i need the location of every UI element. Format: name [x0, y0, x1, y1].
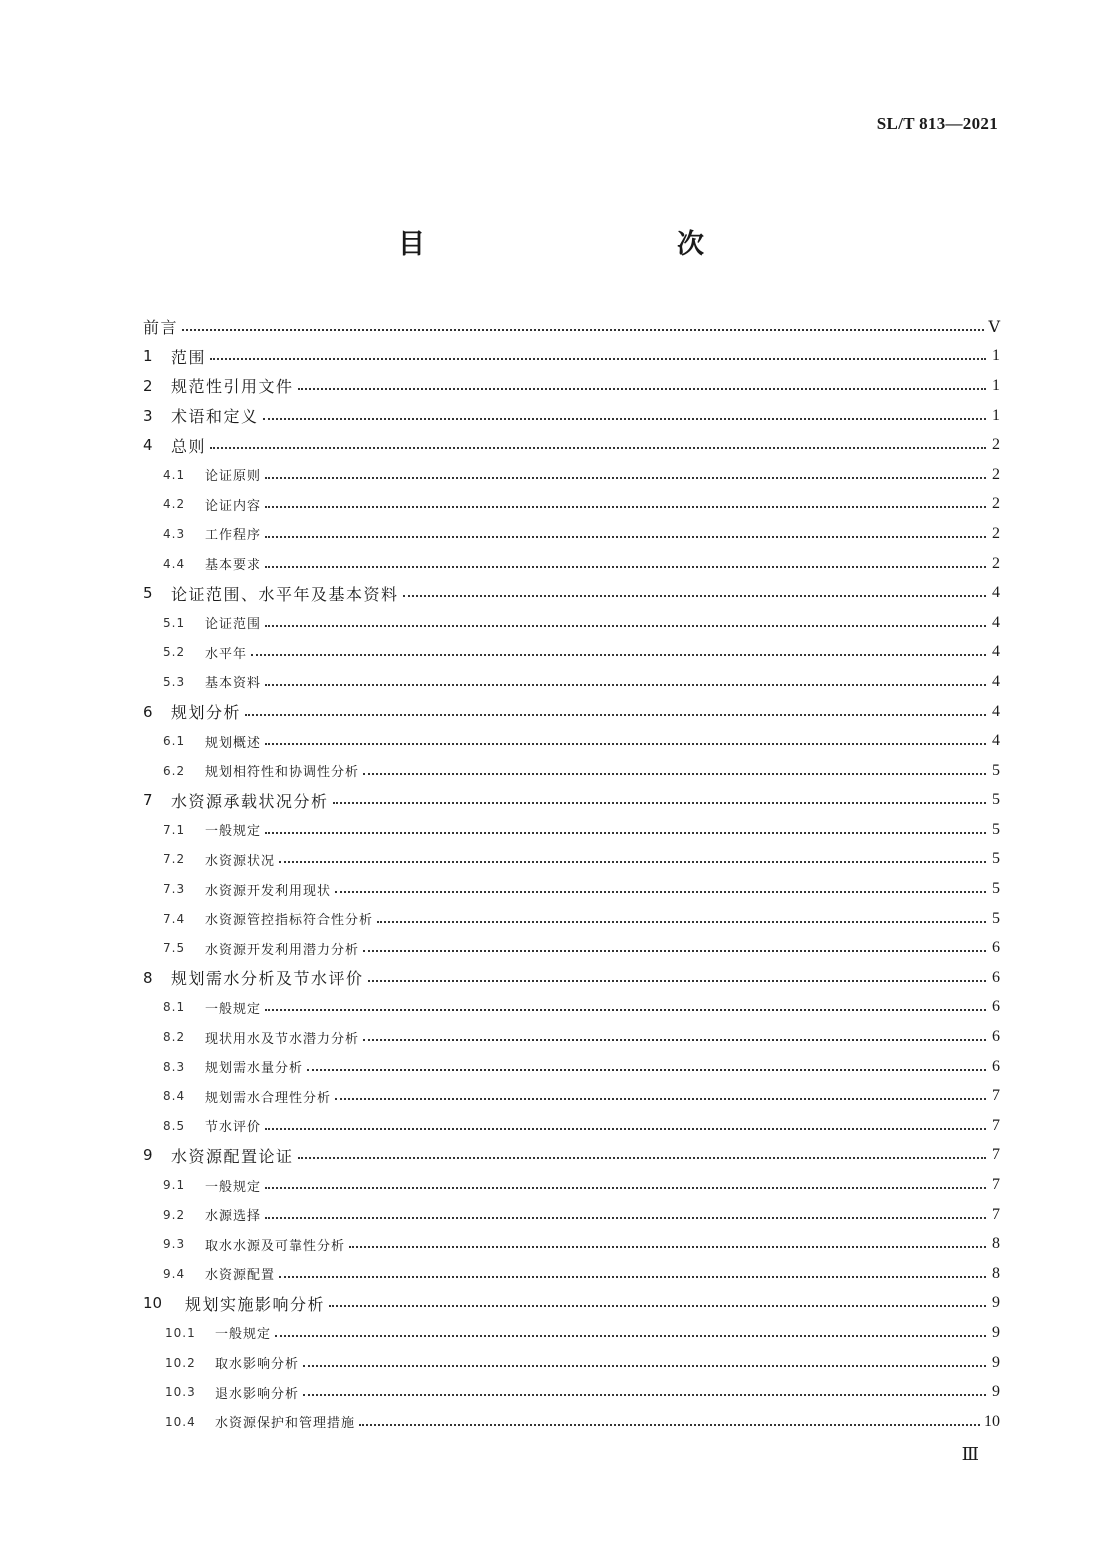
toc-entry[interactable] [143, 1229, 1000, 1259]
toc-entry-page: 5 [992, 820, 1000, 838]
toc-dot-leader [265, 506, 986, 508]
toc-entry-number: 4.3 [163, 526, 186, 541]
toc-entry-label: 一般规定 [205, 824, 262, 840]
toc-entry-page: 4 [992, 584, 1000, 602]
toc-entry[interactable] [143, 726, 1000, 756]
toc-dot-leader [363, 773, 986, 775]
toc-entry-label: 取水水源及可靠性分析 [205, 1238, 346, 1254]
toc-entry-label: 水平年 [205, 646, 248, 662]
toc-dot-leader [265, 684, 986, 686]
toc-dot-leader [303, 1394, 986, 1396]
toc-entry-number: 9.2 [163, 1207, 186, 1222]
toc-entry-label: 现状用水及节水潜力分析 [205, 1031, 360, 1047]
toc-entry-label: 总则 [171, 436, 207, 456]
toc-entry-label: 术语和定义 [171, 407, 259, 427]
toc-entry[interactable] [143, 638, 1000, 668]
toc-entry-page: 4 [992, 672, 1000, 690]
toc-entry-number: 9.4 [163, 1266, 186, 1281]
toc-entry-label: 工作程序 [205, 528, 262, 544]
toc-dot-leader [298, 1157, 986, 1159]
toc-entry[interactable] [143, 312, 1000, 342]
toc-entry[interactable] [143, 756, 1000, 786]
toc-entry-page: 2 [992, 524, 1000, 542]
table-of-contents [143, 312, 1000, 1437]
toc-entry-label: 基本资料 [205, 676, 262, 692]
toc-entry-number: 7.4 [163, 911, 186, 926]
toc-dot-leader [263, 418, 986, 420]
toc-dot-leader [329, 1305, 986, 1307]
toc-entry-number: 9.1 [163, 1178, 186, 1193]
toc-entry-label: 退水影响分析 [215, 1386, 300, 1402]
toc-entry-label: 规划需水合理性分析 [205, 1090, 332, 1106]
toc-entry-label: 节水评价 [205, 1120, 262, 1136]
toc-entry-number: 9 [143, 1146, 153, 1165]
toc-dot-leader [182, 329, 984, 331]
toc-dot-leader [210, 447, 986, 449]
toc-entry[interactable] [143, 1111, 1000, 1141]
toc-entry[interactable] [143, 1170, 1000, 1200]
toc-entry-number: 10.2 [165, 1355, 196, 1370]
toc-entry-number: 3 [143, 406, 153, 425]
toc-entry-number: 7.1 [163, 822, 186, 837]
toc-entry-page: 4 [992, 643, 1000, 661]
toc-entry[interactable] [143, 1407, 1000, 1437]
toc-dot-leader [279, 1276, 986, 1278]
toc-entry[interactable] [143, 667, 1000, 697]
toc-dot-leader [298, 388, 986, 390]
toc-entry[interactable] [143, 1200, 1000, 1230]
toc-dot-leader [363, 1039, 986, 1041]
toc-entry-number: 4 [143, 436, 153, 455]
toc-dot-leader [363, 950, 986, 952]
toc-entry-page: 7 [992, 1205, 1000, 1223]
toc-entry[interactable] [143, 697, 1000, 727]
toc-entry-page: 6 [992, 968, 1000, 986]
toc-dot-leader [265, 1187, 986, 1189]
page-title: 目 次 [398, 229, 770, 260]
toc-entry-page: 1 [992, 376, 1000, 394]
toc-entry[interactable] [143, 401, 1000, 431]
toc-entry-number: 8 [143, 968, 153, 987]
toc-entry-number: 5 [143, 584, 153, 603]
toc-entry-number: 5.1 [163, 615, 186, 630]
toc-dot-leader [359, 1424, 980, 1426]
toc-entry[interactable] [143, 519, 1000, 549]
toc-entry-page: 5 [992, 761, 1000, 779]
toc-entry[interactable] [143, 815, 1000, 845]
toc-entry[interactable] [143, 933, 1000, 963]
toc-entry-number: 4.1 [163, 467, 186, 482]
toc-entry-page: 4 [992, 613, 1000, 631]
toc-entry-page: 5 [992, 880, 1000, 898]
toc-dot-leader [265, 625, 986, 627]
toc-entry-number: 8.4 [163, 1089, 186, 1104]
toc-entry-label: 水资源配置 [205, 1268, 276, 1284]
toc-entry-number: 10.3 [165, 1385, 196, 1400]
toc-entry[interactable] [143, 490, 1000, 520]
toc-entry-number: 6.1 [163, 734, 186, 749]
toc-entry-label: 规划分析 [171, 703, 242, 723]
toc-entry-label: 论证内容 [205, 498, 262, 514]
toc-entry-label: 规划相符性和协调性分析 [205, 765, 360, 781]
toc-entry-page: 5 [992, 909, 1000, 927]
toc-entry-label: 规划需水分析及节水评价 [171, 969, 364, 989]
toc-entry[interactable] [143, 1377, 1000, 1407]
toc-entry[interactable] [143, 371, 1000, 401]
toc-entry-page: 6 [992, 1028, 1000, 1046]
toc-dot-leader [349, 1246, 986, 1248]
toc-entry-page: 7 [992, 1146, 1000, 1164]
toc-dot-leader [265, 477, 986, 479]
toc-entry-number: 8.2 [163, 1030, 186, 1045]
toc-entry-number: 4.4 [163, 556, 186, 571]
toc-entry-number: 4.2 [163, 497, 186, 512]
toc-entry-page: 2 [992, 436, 1000, 454]
toc-entry[interactable] [143, 786, 1000, 816]
toc-dot-leader [265, 536, 986, 538]
toc-entry-number: 9.3 [163, 1237, 186, 1252]
toc-dot-leader [265, 1009, 986, 1011]
toc-dot-leader [265, 1217, 986, 1219]
toc-entry[interactable] [143, 549, 1000, 579]
toc-entry[interactable] [143, 993, 1000, 1023]
toc-entry-label: 水资源承载状况分析 [171, 791, 329, 811]
toc-entry[interactable] [143, 904, 1000, 934]
toc-entry[interactable] [143, 1141, 1000, 1171]
toc-entry-number: 5.2 [163, 645, 186, 660]
toc-dot-leader [265, 832, 986, 834]
toc-entry-label: 规范性引用文件 [171, 377, 294, 397]
toc-entry[interactable] [143, 342, 1000, 372]
toc-entry-page: 9 [992, 1323, 1000, 1341]
toc-entry-number: 8.5 [163, 1118, 186, 1133]
toc-dot-leader [251, 654, 986, 656]
standard-code: SL/T 813—2021 [876, 114, 998, 133]
toc-entry[interactable] [143, 1318, 1000, 1348]
toc-dot-leader [303, 1365, 986, 1367]
toc-entry-page: 1 [992, 406, 1000, 424]
toc-entry-number: 2 [143, 376, 153, 395]
toc-entry-label: 一般规定 [215, 1327, 272, 1343]
toc-entry-page: 7 [992, 1087, 1000, 1105]
toc-entry-page: 10 [984, 1412, 1000, 1430]
toc-entry-number: 5.3 [163, 674, 186, 689]
toc-dot-leader [279, 861, 986, 863]
toc-entry-label: 前言 [143, 318, 179, 338]
toc-entry-label: 水资源配置论证 [171, 1146, 294, 1166]
toc-entry-number: 7.3 [163, 882, 186, 897]
toc-entry-number: 1 [143, 347, 153, 366]
toc-entry-label: 一般规定 [205, 1179, 262, 1195]
toc-entry[interactable] [143, 1022, 1000, 1052]
toc-entry-label: 一般规定 [205, 1001, 262, 1017]
toc-dot-leader [333, 802, 986, 804]
toc-entry-page: 8 [992, 1264, 1000, 1282]
toc-entry-page: 6 [992, 1057, 1000, 1075]
toc-entry-page: 2 [992, 465, 1000, 483]
toc-entry-label: 取水影响分析 [215, 1357, 300, 1373]
toc-entry-page: 4 [992, 732, 1000, 750]
toc-entry-page: 4 [992, 702, 1000, 720]
toc-entry-page: 2 [992, 495, 1000, 513]
toc-dot-leader [245, 714, 986, 716]
toc-entry-label: 水资源开发利用潜力分析 [205, 942, 360, 958]
toc-entry-label: 水资源状况 [205, 853, 276, 869]
toc-dot-leader [377, 921, 986, 923]
toc-dot-leader [335, 1098, 986, 1100]
toc-entry[interactable] [143, 460, 1000, 490]
toc-dot-leader [403, 595, 986, 597]
toc-entry-label: 水资源管控指标符合性分析 [205, 913, 374, 929]
toc-entry-page: 1 [992, 347, 1000, 365]
toc-entry-label: 水源选择 [205, 1209, 262, 1225]
toc-dot-leader [307, 1069, 986, 1071]
toc-entry-label: 水资源保护和管理措施 [215, 1416, 356, 1432]
toc-entry-number: 6.2 [163, 763, 186, 778]
toc-entry[interactable] [143, 874, 1000, 904]
toc-entry-page: 7 [992, 1176, 1000, 1194]
toc-entry-number: 7 [143, 791, 153, 810]
toc-entry[interactable] [143, 1289, 1000, 1319]
toc-entry-page: 9 [992, 1353, 1000, 1371]
toc-entry[interactable] [143, 430, 1000, 460]
toc-entry-label: 规划需水量分析 [205, 1061, 304, 1077]
toc-entry[interactable] [143, 1259, 1000, 1289]
toc-entry-label: 水资源开发利用现状 [205, 883, 332, 899]
toc-entry[interactable] [143, 963, 1000, 993]
toc-entry-page: 2 [992, 554, 1000, 572]
toc-entry-number: 10.1 [165, 1325, 196, 1340]
toc-dot-leader [265, 566, 986, 568]
toc-entry-page: 9 [992, 1294, 1000, 1312]
toc-entry-label: 论证范围、水平年及基本资料 [171, 584, 399, 604]
toc-entry-page: 5 [992, 791, 1000, 809]
toc-entry-number: 8.1 [163, 1000, 186, 1015]
toc-entry-label: 论证原则 [205, 469, 262, 485]
toc-entry-label: 论证范围 [205, 617, 262, 633]
toc-entry[interactable] [143, 608, 1000, 638]
toc-entry-number: 7.5 [163, 941, 186, 956]
toc-dot-leader [368, 980, 986, 982]
toc-entry-label: 范围 [171, 347, 207, 367]
toc-entry-page: 7 [992, 1116, 1000, 1134]
toc-entry[interactable] [143, 1081, 1000, 1111]
toc-entry-page: Ⅴ [988, 318, 1000, 336]
toc-entry-label: 规划概述 [205, 735, 262, 751]
toc-entry[interactable] [143, 1348, 1000, 1378]
page-folio: Ⅲ [961, 1444, 979, 1464]
toc-dot-leader [265, 743, 986, 745]
toc-entry-page: 5 [992, 850, 1000, 868]
toc-dot-leader [265, 1128, 986, 1130]
toc-entry-page: 9 [992, 1383, 1000, 1401]
toc-entry-number: 10.4 [165, 1414, 196, 1429]
toc-dot-leader [210, 358, 986, 360]
toc-entry-page: 6 [992, 939, 1000, 957]
toc-entry[interactable] [143, 1052, 1000, 1082]
toc-dot-leader [335, 891, 986, 893]
toc-entry-page: 6 [992, 998, 1000, 1016]
toc-entry-number: 8.3 [163, 1059, 186, 1074]
toc-entry[interactable] [143, 845, 1000, 875]
toc-entry-label: 基本要求 [205, 558, 262, 574]
toc-entry-number: 6 [143, 702, 153, 721]
toc-entry[interactable] [143, 578, 1000, 608]
toc-entry-page: 8 [992, 1235, 1000, 1253]
toc-entry-number: 10 [143, 1294, 163, 1313]
toc-dot-leader [275, 1335, 986, 1337]
toc-entry-number: 7.2 [163, 852, 186, 867]
toc-entry-label: 规划实施影响分析 [185, 1294, 326, 1314]
